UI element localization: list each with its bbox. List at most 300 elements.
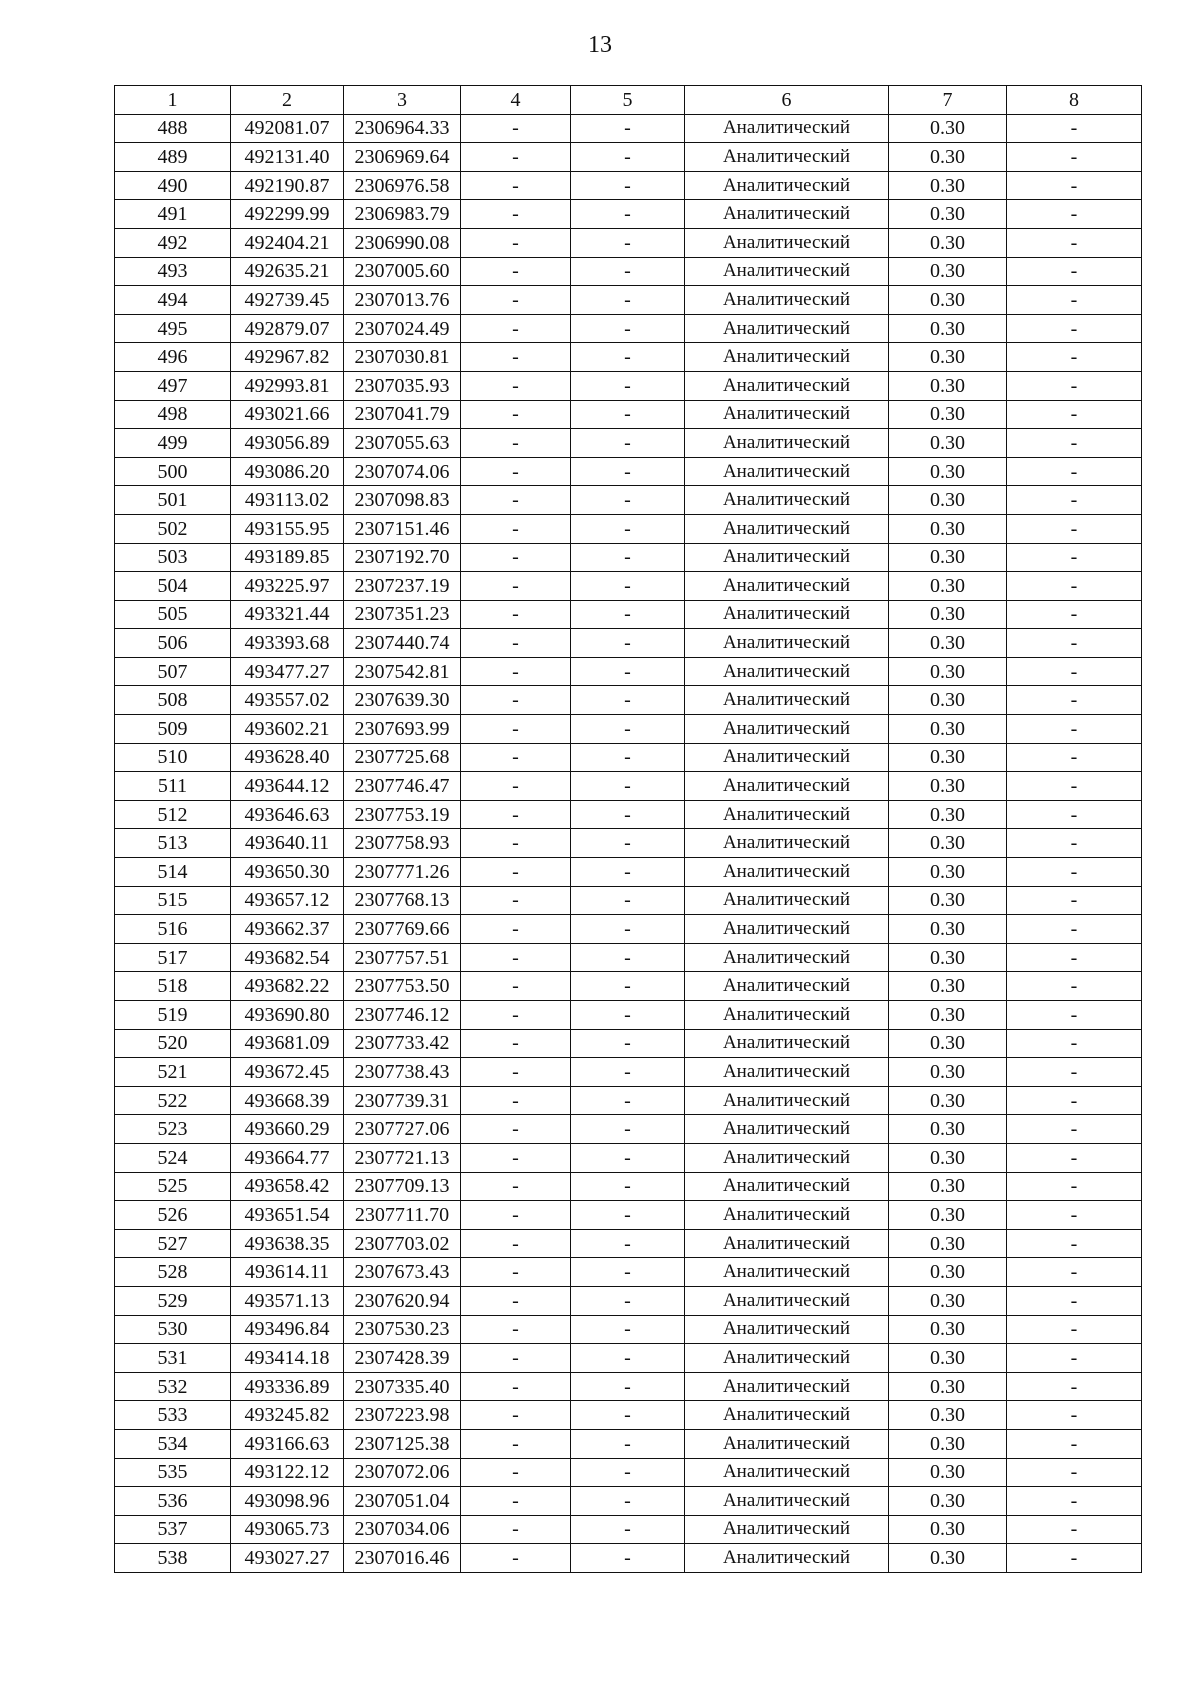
cell-x-coordinate: 493638.35 xyxy=(231,1229,344,1258)
cell-y-coordinate: 2306964.33 xyxy=(344,114,461,143)
table-row xyxy=(115,1086,1142,1115)
cell-method: Аналитический xyxy=(685,114,889,143)
cell-point-number: 500 xyxy=(115,457,231,486)
cell-col-4: - xyxy=(461,629,571,658)
cell-col-8: - xyxy=(1007,257,1142,286)
cell-accuracy: 0.30 xyxy=(889,572,1007,601)
cell-point-number: 513 xyxy=(115,829,231,858)
cell-col-8: - xyxy=(1007,1487,1142,1516)
cell-col-5: - xyxy=(571,143,685,172)
cell-accuracy: 0.30 xyxy=(889,829,1007,858)
cell-x-coordinate: 492081.07 xyxy=(231,114,344,143)
cell-col-5: - xyxy=(571,257,685,286)
cell-method: Аналитический xyxy=(685,1401,889,1430)
cell-point-number: 508 xyxy=(115,686,231,715)
cell-col-4: - xyxy=(461,943,571,972)
coordinates-table xyxy=(114,85,1142,1573)
cell-x-coordinate: 492879.07 xyxy=(231,314,344,343)
cell-point-number: 529 xyxy=(115,1286,231,1315)
cell-col-4: - xyxy=(461,772,571,801)
cell-y-coordinate: 2307620.94 xyxy=(344,1286,461,1315)
cell-accuracy: 0.30 xyxy=(889,1315,1007,1344)
cell-method: Аналитический xyxy=(685,1086,889,1115)
cell-col-8: - xyxy=(1007,629,1142,658)
cell-y-coordinate: 2307024.49 xyxy=(344,314,461,343)
cell-col-4: - xyxy=(461,228,571,257)
cell-y-coordinate: 2307725.68 xyxy=(344,743,461,772)
cell-col-4: - xyxy=(461,486,571,515)
cell-col-5: - xyxy=(571,343,685,372)
cell-col-8: - xyxy=(1007,171,1142,200)
cell-col-4: - xyxy=(461,829,571,858)
table-row xyxy=(115,143,1142,172)
cell-accuracy: 0.30 xyxy=(889,114,1007,143)
cell-col-5: - xyxy=(571,1058,685,1087)
cell-point-number: 489 xyxy=(115,143,231,172)
cell-col-5: - xyxy=(571,829,685,858)
cell-method: Аналитический xyxy=(685,1001,889,1030)
table-row xyxy=(115,114,1142,143)
cell-col-8: - xyxy=(1007,1515,1142,1544)
cell-accuracy: 0.30 xyxy=(889,1429,1007,1458)
cell-method: Аналитический xyxy=(685,1487,889,1516)
cell-col-4: - xyxy=(461,972,571,1001)
table-row xyxy=(115,400,1142,429)
cell-x-coordinate: 492967.82 xyxy=(231,343,344,372)
cell-accuracy: 0.30 xyxy=(889,1344,1007,1373)
cell-accuracy: 0.30 xyxy=(889,943,1007,972)
cell-col-5: - xyxy=(571,800,685,829)
cell-col-4: - xyxy=(461,1401,571,1430)
cell-y-coordinate: 2306976.58 xyxy=(344,171,461,200)
cell-col-8: - xyxy=(1007,600,1142,629)
cell-x-coordinate: 492190.87 xyxy=(231,171,344,200)
cell-point-number: 502 xyxy=(115,514,231,543)
cell-col-8: - xyxy=(1007,200,1142,229)
cell-point-number: 492 xyxy=(115,228,231,257)
cell-col-5: - xyxy=(571,686,685,715)
cell-col-8: - xyxy=(1007,343,1142,372)
cell-col-8: - xyxy=(1007,686,1142,715)
cell-col-5: - xyxy=(571,715,685,744)
cell-accuracy: 0.30 xyxy=(889,371,1007,400)
table-row xyxy=(115,1315,1142,1344)
cell-col-5: - xyxy=(571,228,685,257)
cell-col-8: - xyxy=(1007,1544,1142,1573)
cell-point-number: 522 xyxy=(115,1086,231,1115)
cell-accuracy: 0.30 xyxy=(889,800,1007,829)
cell-x-coordinate: 493657.12 xyxy=(231,886,344,915)
cell-col-5: - xyxy=(571,915,685,944)
table-row xyxy=(115,1229,1142,1258)
cell-accuracy: 0.30 xyxy=(889,514,1007,543)
table-row xyxy=(115,1286,1142,1315)
cell-point-number: 523 xyxy=(115,1115,231,1144)
cell-y-coordinate: 2307035.93 xyxy=(344,371,461,400)
cell-accuracy: 0.30 xyxy=(889,743,1007,772)
cell-method: Аналитический xyxy=(685,600,889,629)
cell-y-coordinate: 2307739.31 xyxy=(344,1086,461,1115)
cell-y-coordinate: 2307639.30 xyxy=(344,686,461,715)
cell-method: Аналитический xyxy=(685,1029,889,1058)
cell-col-8: - xyxy=(1007,915,1142,944)
cell-method: Аналитический xyxy=(685,743,889,772)
cell-col-8: - xyxy=(1007,457,1142,486)
cell-col-8: - xyxy=(1007,1429,1142,1458)
cell-col-4: - xyxy=(461,1286,571,1315)
cell-y-coordinate: 2307721.13 xyxy=(344,1143,461,1172)
cell-y-coordinate: 2307673.43 xyxy=(344,1258,461,1287)
cell-method: Аналитический xyxy=(685,1429,889,1458)
cell-x-coordinate: 492635.21 xyxy=(231,257,344,286)
table-row xyxy=(115,886,1142,915)
cell-point-number: 505 xyxy=(115,600,231,629)
cell-y-coordinate: 2307746.47 xyxy=(344,772,461,801)
cell-col-4: - xyxy=(461,1143,571,1172)
cell-method: Аналитический xyxy=(685,657,889,686)
cell-method: Аналитический xyxy=(685,457,889,486)
cell-x-coordinate: 493393.68 xyxy=(231,629,344,658)
cell-col-5: - xyxy=(571,572,685,601)
cell-col-5: - xyxy=(571,886,685,915)
cell-accuracy: 0.30 xyxy=(889,200,1007,229)
cell-accuracy: 0.30 xyxy=(889,1401,1007,1430)
cell-x-coordinate: 493662.37 xyxy=(231,915,344,944)
cell-col-5: - xyxy=(571,1286,685,1315)
cell-x-coordinate: 493571.13 xyxy=(231,1286,344,1315)
cell-col-5: - xyxy=(571,629,685,658)
cell-col-8: - xyxy=(1007,1401,1142,1430)
cell-col-4: - xyxy=(461,343,571,372)
cell-col-4: - xyxy=(461,1029,571,1058)
cell-col-5: - xyxy=(571,858,685,887)
cell-col-4: - xyxy=(461,1086,571,1115)
cell-x-coordinate: 493602.21 xyxy=(231,715,344,744)
cell-col-8: - xyxy=(1007,1201,1142,1230)
cell-col-8: - xyxy=(1007,1001,1142,1030)
cell-col-5: - xyxy=(571,743,685,772)
table-row xyxy=(115,772,1142,801)
cell-point-number: 491 xyxy=(115,200,231,229)
cell-method: Аналитический xyxy=(685,1172,889,1201)
cell-accuracy: 0.30 xyxy=(889,1286,1007,1315)
cell-x-coordinate: 493098.96 xyxy=(231,1487,344,1516)
cell-col-8: - xyxy=(1007,886,1142,915)
cell-col-8: - xyxy=(1007,114,1142,143)
cell-method: Аналитический xyxy=(685,400,889,429)
cell-x-coordinate: 493682.54 xyxy=(231,943,344,972)
cell-y-coordinate: 2307753.50 xyxy=(344,972,461,1001)
cell-x-coordinate: 492993.81 xyxy=(231,371,344,400)
cell-x-coordinate: 493681.09 xyxy=(231,1029,344,1058)
cell-col-4: - xyxy=(461,200,571,229)
cell-point-number: 488 xyxy=(115,114,231,143)
cell-method: Аналитический xyxy=(685,915,889,944)
cell-col-5: - xyxy=(571,1143,685,1172)
cell-col-5: - xyxy=(571,1487,685,1516)
cell-col-4: - xyxy=(461,1258,571,1287)
cell-method: Аналитический xyxy=(685,943,889,972)
cell-point-number: 533 xyxy=(115,1401,231,1430)
table-row xyxy=(115,314,1142,343)
cell-y-coordinate: 2307530.23 xyxy=(344,1315,461,1344)
cell-y-coordinate: 2306969.64 xyxy=(344,143,461,172)
cell-y-coordinate: 2307703.02 xyxy=(344,1229,461,1258)
cell-col-8: - xyxy=(1007,1344,1142,1373)
cell-accuracy: 0.30 xyxy=(889,457,1007,486)
cell-col-5: - xyxy=(571,1086,685,1115)
column-header-7: 7 xyxy=(889,86,1007,115)
cell-x-coordinate: 493690.80 xyxy=(231,1001,344,1030)
cell-method: Аналитический xyxy=(685,1315,889,1344)
cell-col-5: - xyxy=(571,543,685,572)
cell-x-coordinate: 493056.89 xyxy=(231,429,344,458)
cell-col-4: - xyxy=(461,543,571,572)
cell-col-8: - xyxy=(1007,429,1142,458)
cell-y-coordinate: 2307005.60 xyxy=(344,257,461,286)
cell-method: Аналитический xyxy=(685,858,889,887)
cell-x-coordinate: 492131.40 xyxy=(231,143,344,172)
table-row xyxy=(115,972,1142,1001)
cell-point-number: 497 xyxy=(115,371,231,400)
cell-point-number: 538 xyxy=(115,1544,231,1573)
table-row xyxy=(115,1487,1142,1516)
cell-point-number: 507 xyxy=(115,657,231,686)
cell-x-coordinate: 493113.02 xyxy=(231,486,344,515)
cell-point-number: 518 xyxy=(115,972,231,1001)
cell-y-coordinate: 2307072.06 xyxy=(344,1458,461,1487)
table-row xyxy=(115,257,1142,286)
cell-col-4: - xyxy=(461,286,571,315)
cell-accuracy: 0.30 xyxy=(889,1086,1007,1115)
cell-accuracy: 0.30 xyxy=(889,1172,1007,1201)
cell-method: Аналитический xyxy=(685,486,889,515)
cell-method: Аналитический xyxy=(685,514,889,543)
cell-col-5: - xyxy=(571,600,685,629)
table-row xyxy=(115,743,1142,772)
cell-accuracy: 0.30 xyxy=(889,257,1007,286)
cell-col-8: - xyxy=(1007,1229,1142,1258)
cell-col-4: - xyxy=(461,600,571,629)
table-row xyxy=(115,657,1142,686)
table-row xyxy=(115,200,1142,229)
cell-x-coordinate: 493477.27 xyxy=(231,657,344,686)
column-header-5: 5 xyxy=(571,86,685,115)
cell-col-4: - xyxy=(461,1001,571,1030)
cell-col-4: - xyxy=(461,429,571,458)
cell-col-4: - xyxy=(461,1487,571,1516)
table-row xyxy=(115,600,1142,629)
table-row xyxy=(115,1544,1142,1573)
cell-point-number: 511 xyxy=(115,772,231,801)
cell-col-8: - xyxy=(1007,1115,1142,1144)
cell-x-coordinate: 493672.45 xyxy=(231,1058,344,1087)
cell-accuracy: 0.30 xyxy=(889,629,1007,658)
cell-accuracy: 0.30 xyxy=(889,1372,1007,1401)
cell-col-5: - xyxy=(571,486,685,515)
cell-point-number: 536 xyxy=(115,1487,231,1516)
cell-x-coordinate: 493414.18 xyxy=(231,1344,344,1373)
cell-col-8: - xyxy=(1007,1058,1142,1087)
cell-y-coordinate: 2307757.51 xyxy=(344,943,461,972)
cell-col-4: - xyxy=(461,1344,571,1373)
cell-col-8: - xyxy=(1007,1258,1142,1287)
cell-y-coordinate: 2307034.06 xyxy=(344,1515,461,1544)
cell-col-5: - xyxy=(571,1001,685,1030)
cell-accuracy: 0.30 xyxy=(889,600,1007,629)
cell-point-number: 519 xyxy=(115,1001,231,1030)
table-row xyxy=(115,457,1142,486)
cell-col-4: - xyxy=(461,1458,571,1487)
column-header-6: 6 xyxy=(685,86,889,115)
cell-x-coordinate: 493155.95 xyxy=(231,514,344,543)
cell-x-coordinate: 493682.22 xyxy=(231,972,344,1001)
cell-col-8: - xyxy=(1007,1315,1142,1344)
cell-method: Аналитический xyxy=(685,1115,889,1144)
cell-col-8: - xyxy=(1007,715,1142,744)
cell-y-coordinate: 2307351.23 xyxy=(344,600,461,629)
cell-point-number: 498 xyxy=(115,400,231,429)
column-header-8: 8 xyxy=(1007,86,1142,115)
cell-method: Аналитический xyxy=(685,143,889,172)
cell-x-coordinate: 493065.73 xyxy=(231,1515,344,1544)
table-header-row xyxy=(115,86,1142,115)
cell-col-4: - xyxy=(461,1172,571,1201)
table-row xyxy=(115,343,1142,372)
table-row xyxy=(115,829,1142,858)
cell-method: Аналитический xyxy=(685,257,889,286)
cell-y-coordinate: 2307051.04 xyxy=(344,1487,461,1516)
cell-point-number: 521 xyxy=(115,1058,231,1087)
cell-point-number: 530 xyxy=(115,1315,231,1344)
cell-y-coordinate: 2307727.06 xyxy=(344,1115,461,1144)
table-row xyxy=(115,1143,1142,1172)
cell-accuracy: 0.30 xyxy=(889,286,1007,315)
cell-col-5: - xyxy=(571,1372,685,1401)
cell-col-8: - xyxy=(1007,514,1142,543)
table-row xyxy=(115,943,1142,972)
cell-point-number: 537 xyxy=(115,1515,231,1544)
cell-y-coordinate: 2307758.93 xyxy=(344,829,461,858)
cell-col-8: - xyxy=(1007,314,1142,343)
cell-col-8: - xyxy=(1007,1172,1142,1201)
cell-point-number: 509 xyxy=(115,715,231,744)
cell-accuracy: 0.30 xyxy=(889,400,1007,429)
cell-col-4: - xyxy=(461,686,571,715)
cell-col-5: - xyxy=(571,371,685,400)
table-row xyxy=(115,1458,1142,1487)
cell-col-8: - xyxy=(1007,1286,1142,1315)
cell-x-coordinate: 493557.02 xyxy=(231,686,344,715)
cell-point-number: 510 xyxy=(115,743,231,772)
cell-point-number: 490 xyxy=(115,171,231,200)
cell-col-5: - xyxy=(571,772,685,801)
table-row xyxy=(115,1372,1142,1401)
cell-method: Аналитический xyxy=(685,371,889,400)
table-body xyxy=(115,114,1142,1572)
cell-x-coordinate: 493086.20 xyxy=(231,457,344,486)
cell-col-5: - xyxy=(571,1515,685,1544)
cell-col-5: - xyxy=(571,1429,685,1458)
cell-method: Аналитический xyxy=(685,715,889,744)
cell-col-5: - xyxy=(571,514,685,543)
cell-col-8: - xyxy=(1007,400,1142,429)
cell-y-coordinate: 2307041.79 xyxy=(344,400,461,429)
cell-y-coordinate: 2307151.46 xyxy=(344,514,461,543)
table-row xyxy=(115,1201,1142,1230)
cell-point-number: 504 xyxy=(115,572,231,601)
cell-point-number: 506 xyxy=(115,629,231,658)
cell-point-number: 517 xyxy=(115,943,231,972)
cell-col-8: - xyxy=(1007,1086,1142,1115)
cell-y-coordinate: 2307733.42 xyxy=(344,1029,461,1058)
cell-x-coordinate: 493245.82 xyxy=(231,1401,344,1430)
cell-point-number: 501 xyxy=(115,486,231,515)
cell-method: Аналитический xyxy=(685,886,889,915)
cell-method: Аналитический xyxy=(685,686,889,715)
cell-x-coordinate: 493614.11 xyxy=(231,1258,344,1287)
cell-accuracy: 0.30 xyxy=(889,543,1007,572)
cell-point-number: 524 xyxy=(115,1143,231,1172)
cell-method: Аналитический xyxy=(685,772,889,801)
cell-y-coordinate: 2307098.83 xyxy=(344,486,461,515)
cell-y-coordinate: 2306990.08 xyxy=(344,228,461,257)
cell-col-4: - xyxy=(461,400,571,429)
cell-col-5: - xyxy=(571,286,685,315)
cell-col-4: - xyxy=(461,1515,571,1544)
cell-accuracy: 0.30 xyxy=(889,1487,1007,1516)
cell-col-5: - xyxy=(571,1029,685,1058)
cell-col-4: - xyxy=(461,1372,571,1401)
cell-col-8: - xyxy=(1007,657,1142,686)
cell-col-8: - xyxy=(1007,286,1142,315)
cell-point-number: 525 xyxy=(115,1172,231,1201)
cell-accuracy: 0.30 xyxy=(889,657,1007,686)
cell-method: Аналитический xyxy=(685,972,889,1001)
cell-y-coordinate: 2307125.38 xyxy=(344,1429,461,1458)
table-row xyxy=(115,572,1142,601)
cell-method: Аналитический xyxy=(685,1286,889,1315)
cell-point-number: 493 xyxy=(115,257,231,286)
cell-method: Аналитический xyxy=(685,629,889,658)
cell-col-4: - xyxy=(461,1315,571,1344)
cell-col-4: - xyxy=(461,858,571,887)
table-row xyxy=(115,286,1142,315)
cell-method: Аналитический xyxy=(685,200,889,229)
table-row xyxy=(115,629,1142,658)
cell-x-coordinate: 493640.11 xyxy=(231,829,344,858)
cell-col-8: - xyxy=(1007,772,1142,801)
cell-x-coordinate: 493321.44 xyxy=(231,600,344,629)
cell-accuracy: 0.30 xyxy=(889,314,1007,343)
cell-method: Аналитический xyxy=(685,314,889,343)
cell-accuracy: 0.30 xyxy=(889,429,1007,458)
cell-method: Аналитический xyxy=(685,343,889,372)
page-number: 13 xyxy=(588,32,612,58)
cell-col-8: - xyxy=(1007,1372,1142,1401)
cell-col-5: - xyxy=(571,400,685,429)
cell-y-coordinate: 2307711.70 xyxy=(344,1201,461,1230)
cell-accuracy: 0.30 xyxy=(889,686,1007,715)
cell-y-coordinate: 2307440.74 xyxy=(344,629,461,658)
cell-y-coordinate: 2307753.19 xyxy=(344,800,461,829)
cell-col-5: - xyxy=(571,1201,685,1230)
cell-point-number: 520 xyxy=(115,1029,231,1058)
cell-y-coordinate: 2307016.46 xyxy=(344,1544,461,1573)
cell-y-coordinate: 2307738.43 xyxy=(344,1058,461,1087)
cell-x-coordinate: 493650.30 xyxy=(231,858,344,887)
cell-col-8: - xyxy=(1007,1458,1142,1487)
